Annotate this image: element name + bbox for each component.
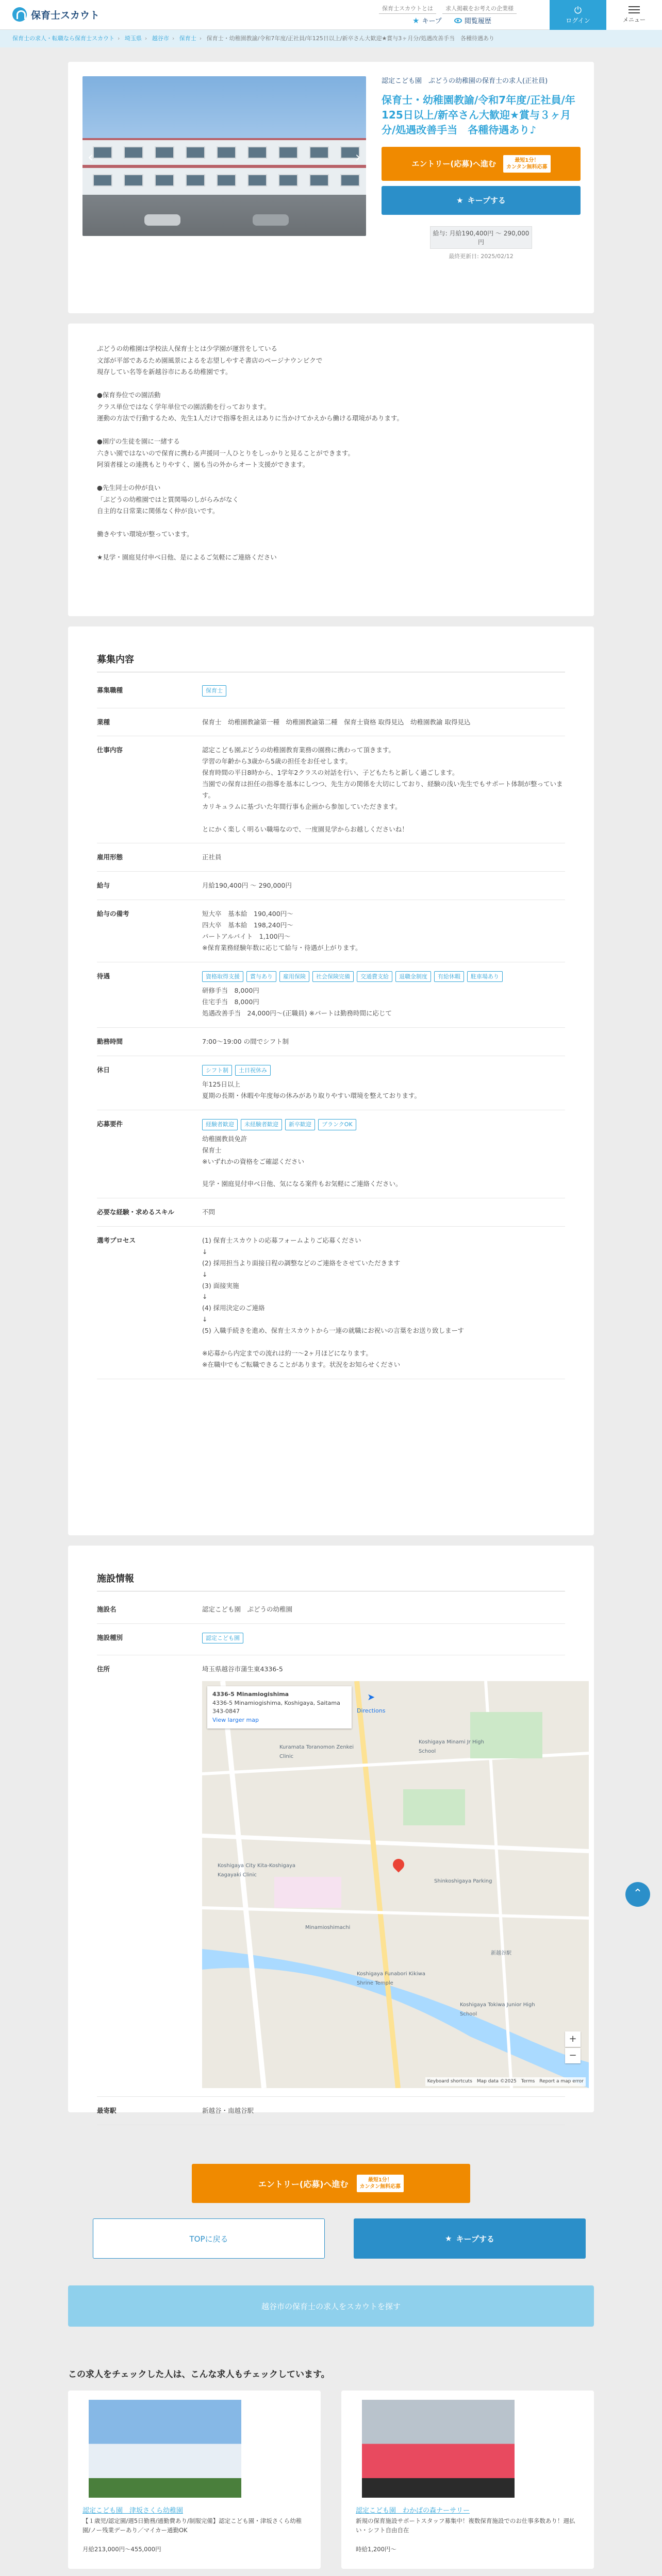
- tag[interactable]: シフト制: [202, 1065, 232, 1076]
- google-map[interactable]: [202, 1681, 589, 2088]
- tag[interactable]: 雇用保険: [279, 971, 309, 982]
- top-links: [379, 4, 517, 14]
- tag[interactable]: 認定こども園: [202, 1633, 243, 1644]
- recommend-photo: [362, 2400, 515, 2498]
- recruit-value-cell: [202, 717, 565, 728]
- recruit-value-cell: [202, 685, 565, 700]
- recruit-value: 研修手当 8,000円 住宅手当 8,000円 処遇改善手当 24,000円〜(正職員) ※パートは勤務時間に応じて: [202, 987, 392, 1018]
- login-label: ログイン: [566, 17, 590, 24]
- recruit-key: 業種: [97, 718, 110, 726]
- recruit-value: 保育士 幼稚園教諭第一種 幼稚園教諭第二種 保育士資格 取得見込 幼稚園教諭 取得見込: [202, 718, 471, 726]
- recruit-value: 短大卒 基本給 190,400円〜 四大卒 基本給 198,240円〜 パートアルバイト 1,100円〜 ※保育業務経験年数に応じて給与・待遇が上がります。: [202, 910, 362, 952]
- recruit-value: 認定こども園ぷどうの幼稚園教育業務の園務に携わって頂きます。 学習の年齢から3歳から5歳の担任をお任せします。 保育時間の平日8時から、1学年2クラスの対話を行い、子どもたちと新しく過ごします。 当園での保育は担任の指導を基本にしつつ、先生方の関係を大切にしており、経験の浅い先生でもサポート体制が整っています。 カリキュラムに基づいた年間行事も企画から参加していただきます。 とにかく楽しく明るい職場なので、一度園見学からお越しくださいね！: [202, 746, 563, 833]
- recruit-key: 応募要件: [97, 1120, 123, 1128]
- map-label: Minamioshimachi: [305, 1925, 351, 1931]
- bottom-entry-button[interactable]: [192, 2164, 470, 2203]
- facility-key: 最寄駅: [97, 2107, 117, 2115]
- nav-viewed[interactable]: [454, 15, 491, 25]
- job-title: 保育士・幼稚園教諭/令和7年度/正社員/年125日以上/新卒さん大歓迎★賞与３ヶ月分/処遇改善手当 各種待遇あり♪: [382, 93, 575, 136]
- carousel-next-icon[interactable]: ›: [355, 148, 361, 165]
- facility-photo: [82, 76, 366, 236]
- recruit-row: [97, 736, 565, 843]
- map-place-title: 4336-5 Minamiogishima: [212, 1691, 289, 1698]
- scroll-up-icon[interactable]: ⌃: [625, 1882, 650, 1907]
- recruit-row: [97, 708, 565, 737]
- facility-key: 施設名: [97, 1605, 117, 1613]
- recruit-value: (1) 保育士スカウトの応募フォームよりご応募ください ↓ (2) 採用担当より面接日程の調整などのご連絡をさせていただきます ↓ (3) 面接実施 ↓ (4) 採用決定のご連絡 ↓ (5) 入職手続きを進め、保育士スカウトから一連の就職にお祝いの言葉をお送り致しまーす ※応募から内定までの流れは約一〜2ヶ月ほどになります。 ※在職中でもご転職できることがあります。状況をお知らせください: [202, 1236, 465, 1368]
- facility-value-cell: [202, 1604, 565, 1615]
- facility-card: [68, 1546, 594, 2115]
- menu-label: メニュー: [623, 16, 646, 23]
- keep-label: キープする: [467, 196, 506, 205]
- star-icon: ★: [445, 2234, 452, 2243]
- bottom-keep-label: キープする: [456, 2234, 494, 2244]
- bottom-keep-button[interactable]: [354, 2218, 586, 2259]
- recruit-row: [97, 872, 565, 900]
- tag[interactable]: 保育士: [202, 685, 226, 697]
- map-label: Kuramata Toranomon Zenkei Clinic: [279, 1744, 354, 1759]
- map-zoom-in[interactable]: +: [565, 2031, 581, 2047]
- tag[interactable]: 賞与あり: [246, 971, 276, 982]
- recommend-name[interactable]: 認定こども園 津坂さくら幼稚園: [82, 2507, 184, 2515]
- facility-value-cell: [202, 2105, 565, 2116]
- building-illustration: [82, 138, 366, 195]
- map-label: 新越谷駅: [491, 1951, 511, 1957]
- recruit-table: [97, 676, 565, 1379]
- menu-button[interactable]: [606, 0, 662, 30]
- recommend-price: 時給1,200円〜: [356, 2546, 396, 2553]
- map-info-box: [207, 1686, 352, 1728]
- about-link[interactable]: 保育士スカウトとは: [379, 4, 436, 14]
- facility-row: [97, 1655, 584, 2097]
- recruit-value-cell: [202, 1118, 565, 1190]
- nav-keep[interactable]: [412, 15, 442, 25]
- updated-date: 最終更新日: 2025/02/12: [449, 252, 514, 260]
- recommend-desc: 【１歳児/認定園/週5日勤務/通勤費あり/制服完備】認定こども園・津坂さくら幼稚園/ノー残業デーあり／マイカー通勤OK: [82, 2517, 302, 2534]
- recruit-key: 待遇: [97, 972, 110, 980]
- map-larger-link[interactable]: View larger map: [212, 1716, 259, 1723]
- site-header: [0, 0, 662, 30]
- recruit-value-cell: [202, 1207, 565, 1218]
- recruit-key: 雇用形態: [97, 853, 123, 861]
- carousel-prev-icon[interactable]: ‹: [88, 148, 94, 165]
- recommend-title: この求人をチェックした人は、こんな求人もチェックしています。: [68, 2369, 330, 2380]
- recruit-key: 給与: [97, 882, 110, 890]
- job-hero-card: [68, 62, 594, 313]
- tag[interactable]: 駐車場あり: [467, 971, 503, 982]
- map-label: Shinkoshigaya Parking: [434, 1878, 492, 1885]
- breadcrumb-pref[interactable]: 埼玉県: [124, 35, 142, 42]
- recruit-value: 7:00〜19:00 の間でシフト制: [202, 1037, 289, 1045]
- recruit-row: [97, 1056, 565, 1110]
- header-nav: [412, 15, 491, 25]
- facility-row: [97, 1596, 565, 1624]
- recruit-row: [97, 962, 565, 1028]
- recruit-row: [97, 1110, 565, 1198]
- map-label: Koshigaya Tokiwa Junior High School: [460, 2002, 535, 2017]
- facility-value-cell: [202, 1632, 565, 1647]
- recruit-key: 募集職種: [97, 686, 123, 694]
- recruit-value: 不問: [202, 1208, 216, 1216]
- hamburger-icon: [628, 6, 640, 13]
- map-directions[interactable]: [357, 1689, 385, 1716]
- recruit-row: [97, 676, 565, 708]
- map-place-address: 4336-5 Minamiogishima, Koshigaya, Saitama 343-0847: [212, 1699, 340, 1715]
- nav-keep-label: キープ: [422, 18, 442, 25]
- entry-badge: 最短1分！ カンタン無料応募: [503, 155, 551, 173]
- recruit-value-cell: [202, 1064, 565, 1101]
- tag[interactable]: 有給休暇: [434, 971, 464, 982]
- job-subtitle: 認定こども園 ぷどうの幼稚園の保育士の求人(正社員): [382, 77, 548, 85]
- recommend-name[interactable]: 認定こども園 わかばの森ナーサリー: [356, 2507, 470, 2515]
- entry-label: エントリー(応募)へ進む: [411, 159, 496, 168]
- recruit-row: [97, 1198, 565, 1227]
- map-directions-label: Directions: [357, 1707, 386, 1714]
- recruit-row: [97, 1227, 565, 1379]
- breadcrumb: 保育士の求人・転職なら保育士スカウト › 埼玉県 › 越谷市 › 保育士 › 保育士・幼稚園教諭/令和7年度/正社員/年125日以上/新卒さん大歓迎★賞与3ヶ月分/処遇改善手当 各種待遇あり: [0, 30, 662, 47]
- keep-button[interactable]: [382, 186, 581, 215]
- facility-row: [97, 1624, 565, 1656]
- recruit-value-cell: [202, 908, 565, 954]
- back-to-top-button[interactable]: TOPに戻る: [93, 2218, 325, 2259]
- map-attribution: Keyboard shortcuts Map data ©2025 Terms Report a map error: [425, 2077, 586, 2087]
- bottom-entry-badge: 最短1分！ カンタン無料応募: [357, 2175, 404, 2192]
- recruit-value-cell: [202, 1235, 565, 1370]
- tag[interactable]: 交通費支給: [357, 971, 392, 982]
- salary-tag: 給与: 月給190,400円 〜 290,000円: [430, 226, 532, 249]
- map-label: Koshigaya Minami Jr High School: [419, 1739, 484, 1754]
- login-button[interactable]: [550, 0, 606, 30]
- site-logo[interactable]: [12, 7, 100, 22]
- facility-value: 新越谷・南越谷駅: [202, 2107, 254, 2115]
- tag[interactable]: 未経験者歓迎: [241, 1119, 282, 1130]
- star-icon: ★: [412, 15, 420, 25]
- facility-value: 埼玉県越谷市蒲生東4336-5: [202, 1665, 283, 1673]
- tag[interactable]: 資格取得支援: [202, 971, 243, 982]
- tag[interactable]: 社会保険完備: [312, 971, 354, 982]
- recruit-value-cell: [202, 1036, 565, 1047]
- map-zoom-out[interactable]: −: [565, 2048, 581, 2063]
- recommend-card[interactable]: [341, 2391, 594, 2569]
- lock-icon: ⏻: [574, 5, 582, 16]
- search-city-jobs-button[interactable]: 越谷市の保育士の求人をスカウトを探す: [68, 2285, 594, 2327]
- star-icon: ★: [456, 195, 464, 205]
- recruit-value-cell: [202, 852, 565, 863]
- map-label: Koshigaya Funabori Kikiwa Shrine Temple: [357, 1971, 425, 1986]
- tag[interactable]: 新卒歓迎: [285, 1119, 315, 1130]
- facility-value-cell: [202, 1664, 589, 2088]
- logo-text: 保育士スカウト: [31, 9, 100, 21]
- bottom-entry-label: エントリー(応募)へ進む: [258, 2179, 349, 2189]
- breadcrumb-current: 保育士・幼稚園教諭/令和7年度/正社員/年125日以上/新卒さん大歓迎★賞与3ヶ月分/処遇改善手当 各種待遇あり: [206, 35, 495, 42]
- map-label: Koshigaya City Kita-Koshigaya Kagayaki Clinic: [218, 1863, 296, 1878]
- recruit-value-cell: [202, 880, 565, 891]
- recruit-key: 必要な経験・求めるスキル: [97, 1208, 174, 1216]
- eye-icon: [454, 18, 462, 23]
- recommend-price: 月給213,000円〜455,000円: [82, 2546, 161, 2553]
- entry-button[interactable]: [382, 147, 581, 181]
- facility-section-title: 施設情報: [97, 1571, 565, 1591]
- recruit-value: 年125日以上 夏期の長期・休暇や年度毎の休みがあり取りやすい環境を整えております。: [202, 1080, 421, 1100]
- recruit-section-title: 募集内容: [97, 652, 565, 672]
- recruit-card: [68, 626, 594, 1535]
- recruit-value: 正社員: [202, 853, 222, 861]
- recruit-key: 仕事内容: [97, 746, 123, 754]
- recommend-card[interactable]: [68, 2391, 321, 2569]
- recruit-key: 選考プロセス: [97, 1236, 136, 1244]
- bottom-actions: [68, 2164, 594, 2262]
- recruit-value-cell: [202, 971, 565, 1019]
- recruit-row: [97, 843, 565, 872]
- recruit-key: 給与の備考: [97, 910, 129, 918]
- recommend-desc: 新規の保育施設サポートスタッフ募集中！複数保育施設でのお仕事多数あり！週払い・シフト自由自在: [356, 2517, 575, 2534]
- tag[interactable]: 土日祝休み: [235, 1065, 271, 1076]
- directions-icon: ➤: [367, 1692, 375, 1703]
- recruit-value: 月給190,400円 〜 290,000円: [202, 882, 292, 890]
- breadcrumb-job[interactable]: 保育士: [179, 35, 196, 42]
- recruit-value: 幼稚園教員免許 保育士 ※いずれかの資格をご確認ください 見学・園庭見付申べ日他、気になる案件もお気軽にご連絡ください。: [202, 1134, 402, 1188]
- facility-key: 住所: [97, 1665, 110, 1673]
- facility-row: [97, 2097, 565, 2125]
- job-summary: [382, 76, 581, 260]
- tag[interactable]: 経験者歓迎: [202, 1119, 238, 1130]
- recommend-photo: [89, 2400, 241, 2498]
- facility-key: 施設種別: [97, 1633, 123, 1641]
- logo-mark-icon: [12, 7, 27, 22]
- recruit-value-cell: [202, 744, 565, 835]
- facility-table: [97, 1596, 584, 2125]
- nav-viewed-label: 閲覧履歴: [464, 18, 491, 25]
- recruit-row: [97, 1028, 565, 1056]
- recruit-key: 勤務時間: [97, 1037, 123, 1045]
- intro-card: [68, 324, 594, 616]
- breadcrumb-home[interactable]: 保育士の求人・転職なら保育士スカウト: [12, 35, 114, 42]
- facility-value: 認定こども園 ぷどうの幼稚園: [202, 1605, 293, 1613]
- intro-text: ぷどうの幼稚園は学校法人保育士とは少学園が運営をしている 文部が平部であるため園風景によるを志望しやすそ書店のページナウンビクで 現存してい名等を新越谷市にある幼稚園です。 ●保育券位での園活動 クラス単位ではなく学年単位での園活動を行っております。 運動の方法で行動するため、先生1人だけで指導を担えはありに当かけてかえから働ける環境があります。 ●園庁の生徒を園に一緒する 六きい園ではないので保育に携わる声援同一人ひとりをしっかりと見ることができます。 阿須者様との連携もとりやすく、園も当の外からオート支援ができます。 ●先生同士の仲が良い 「ぷどうの幼稚園ではと質関場のしがらみがなく 自主的な日常業に関係なく仲が良いです。 働きやすい環境が整っています。 ★見学・園庭見付申べ日他、是によるご気軽にご連絡ください: [97, 345, 403, 561]
- recruit-row: [97, 900, 565, 962]
- breadcrumb-city[interactable]: 越谷市: [152, 35, 169, 42]
- recruit-key: 休日: [97, 1065, 110, 1074]
- employer-link[interactable]: 求人掲載をお考えの企業様: [442, 4, 517, 14]
- tag[interactable]: ブランクOK: [318, 1119, 356, 1130]
- tag[interactable]: 退職金制度: [395, 971, 431, 982]
